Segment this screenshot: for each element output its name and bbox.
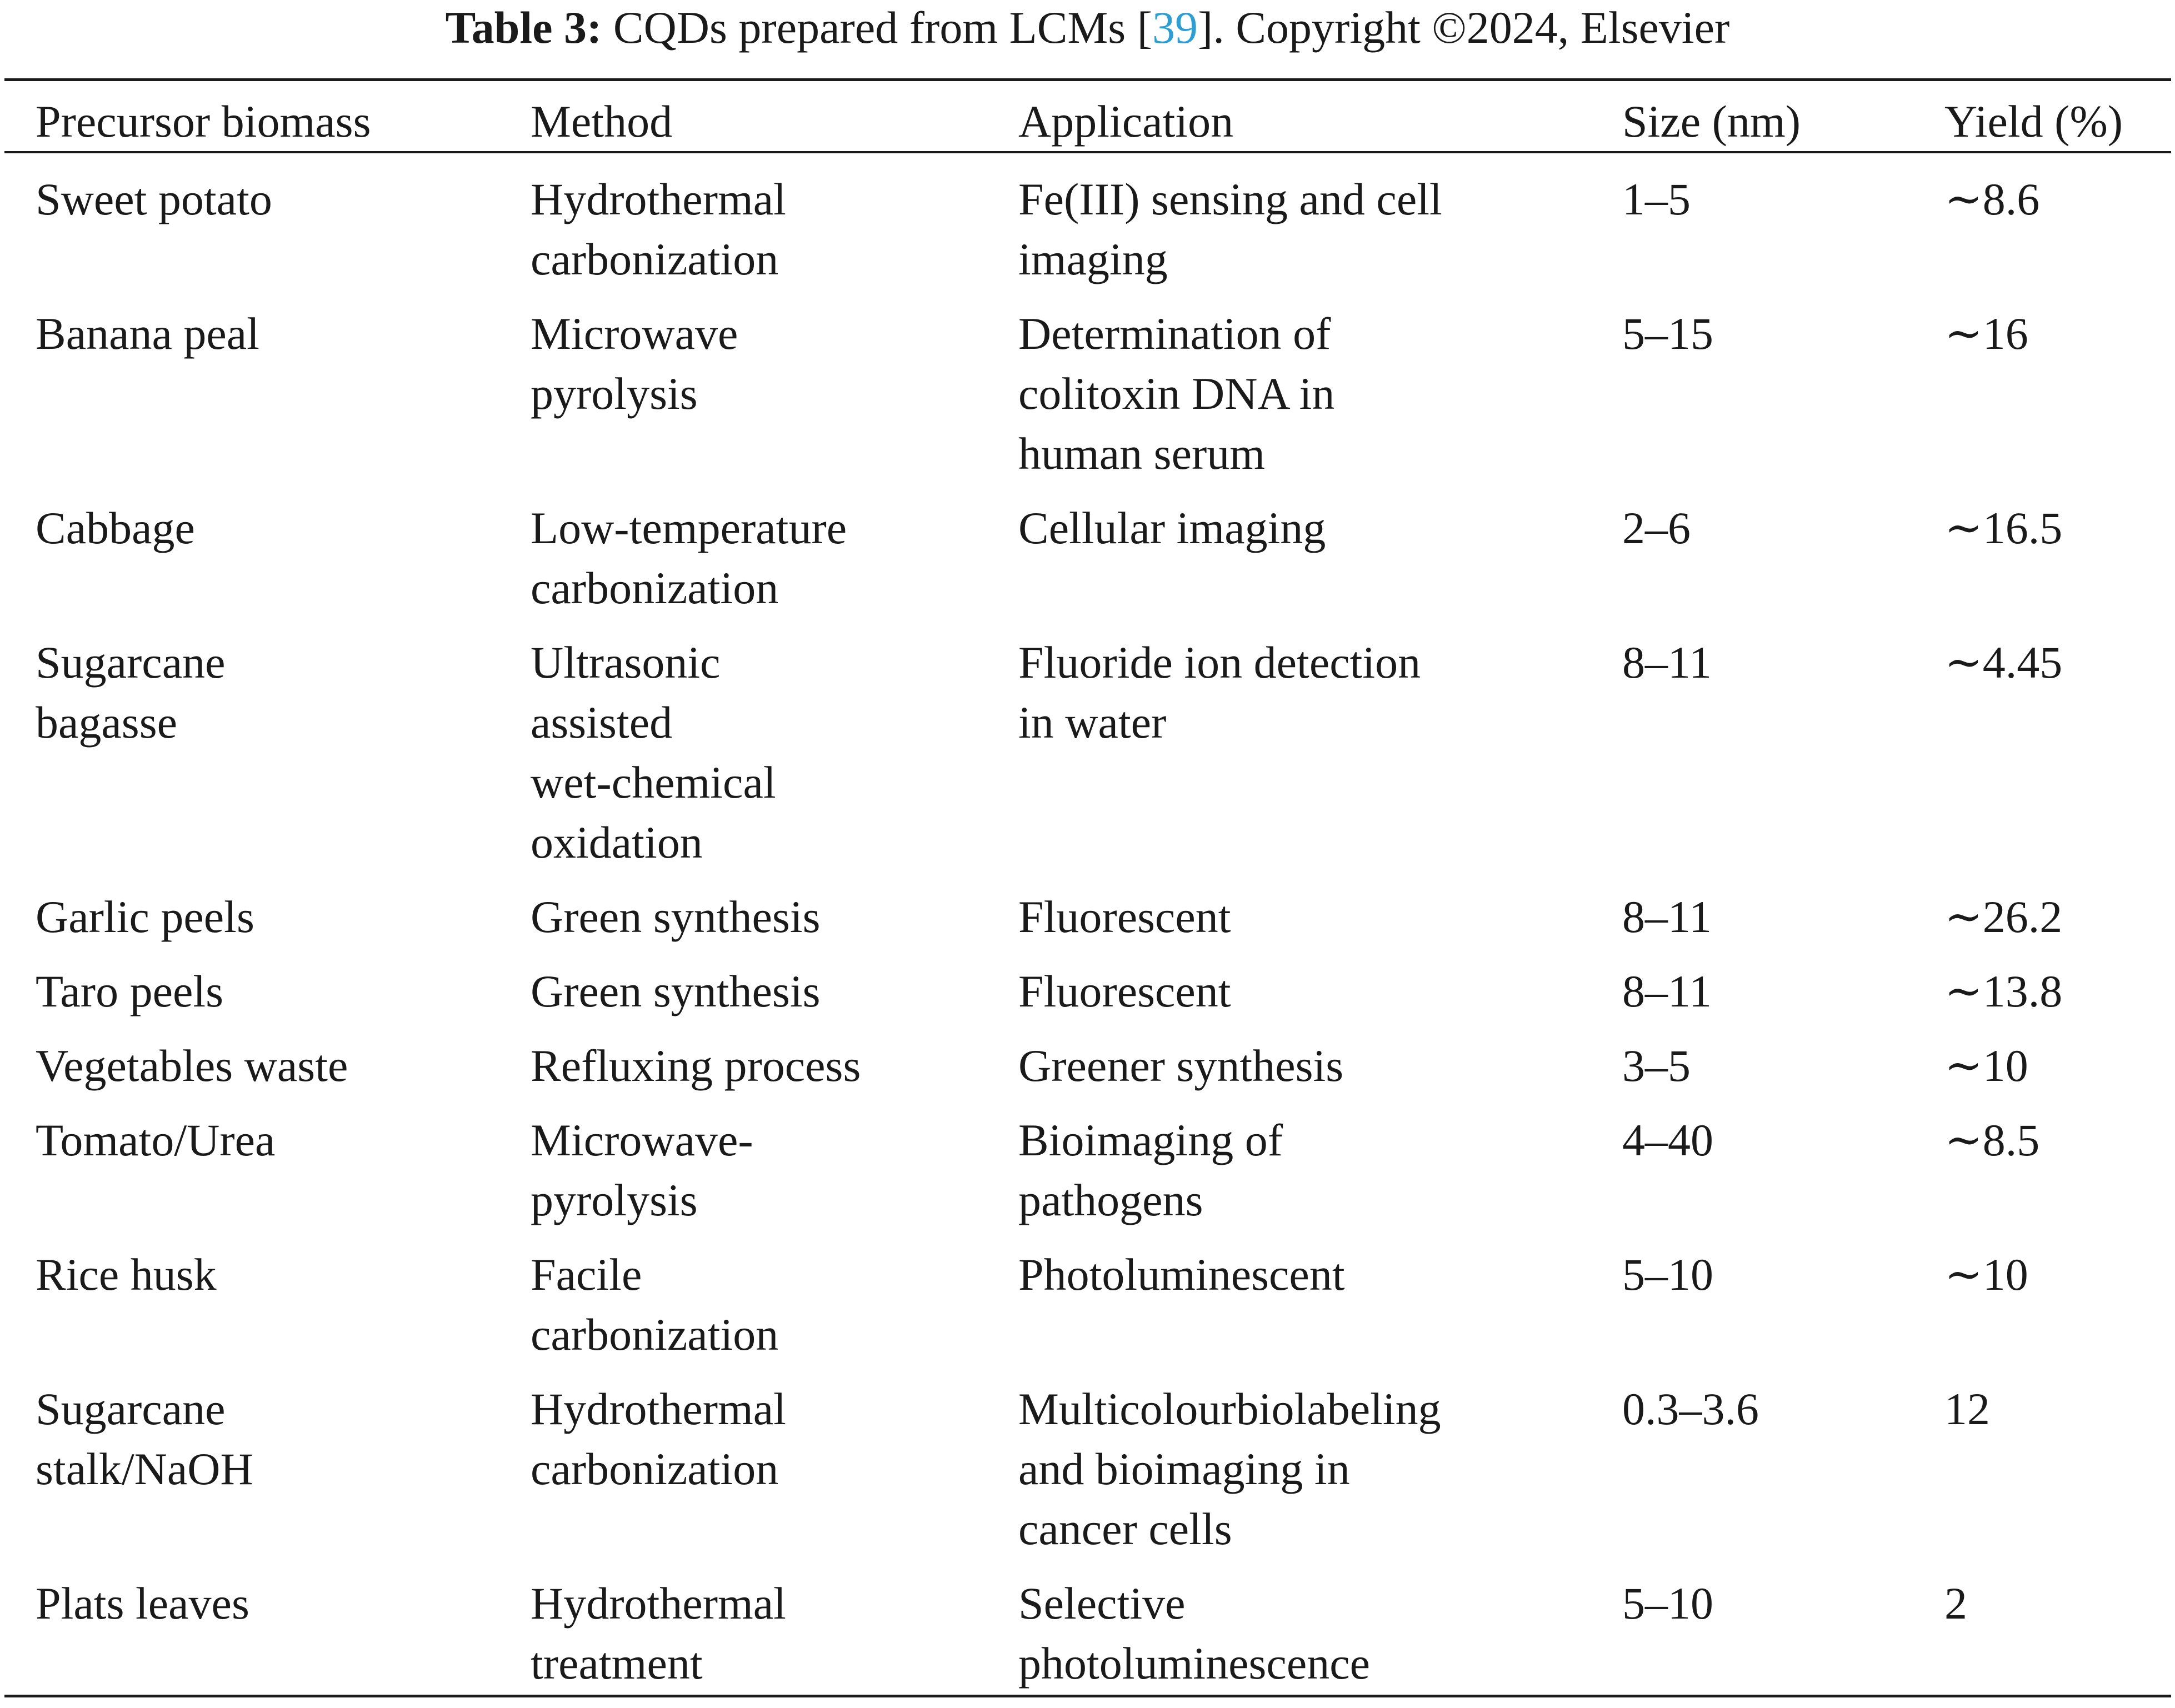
cell-line: Low-temperature: [531, 503, 847, 553]
table-header: [0, 92, 2175, 152]
cell-line: Fluorescent: [1018, 891, 1231, 942]
cell-yield: [1944, 304, 2175, 498]
cell-application: [1018, 169, 1622, 304]
header-precursor-biomass: Precursor biomass: [36, 96, 371, 147]
cell-yield: [1944, 961, 2175, 1036]
cell-line: carbonization: [531, 1444, 779, 1494]
table-row: [0, 887, 2175, 961]
cell-method: [531, 1110, 1018, 1245]
cell-line: 8–11: [1622, 966, 1712, 1016]
cell-line: Fe(III) sensing and cell: [1018, 174, 1442, 224]
cell-precursor-biomass: [0, 887, 531, 961]
cell-line: Sugarcane: [36, 637, 226, 688]
cell-application: [1018, 887, 1622, 961]
cell-line: Hydrothermal: [531, 1384, 786, 1434]
cell-line: 12: [1944, 1384, 1990, 1434]
cell-line: Determination of: [1018, 308, 1331, 359]
table-row: [0, 1574, 2175, 1708]
cell-application: [1018, 304, 1622, 498]
cell-line: ∼10: [1944, 1249, 2028, 1300]
cell-line: Hydrothermal: [531, 174, 786, 224]
cell-line: Vegetables waste: [36, 1040, 348, 1091]
cell-application: [1018, 961, 1622, 1036]
cell-line: 4–40: [1622, 1115, 1713, 1165]
cell-line: 1–5: [1622, 174, 1691, 224]
cell-line: Microwave: [531, 308, 738, 359]
header-application: Application: [1018, 96, 1234, 147]
cell-size: [1622, 887, 1944, 961]
cell-line: ∼10: [1944, 1040, 2028, 1091]
cell-precursor-biomass: [0, 1574, 531, 1708]
cell-line: pyrolysis: [531, 1175, 698, 1225]
cell-yield: [1944, 169, 2175, 304]
cell-size: [1622, 1379, 1944, 1574]
cell-method: [531, 633, 1018, 887]
cell-size: [1622, 304, 1944, 498]
cell-line: oxidation: [531, 817, 703, 868]
cell-line: Banana peal: [36, 308, 259, 359]
header-row: [0, 92, 2175, 152]
cell-application: [1018, 1110, 1622, 1245]
cell-application: [1018, 633, 1622, 887]
cell-line: Plats leaves: [36, 1578, 249, 1629]
cell-line: ∼8.6: [1944, 174, 2040, 224]
table-body: [0, 169, 2175, 1708]
header-rule: [4, 151, 2171, 153]
cell-precursor-biomass: [0, 1036, 531, 1110]
cell-line: Fluoride ion detection: [1018, 637, 1421, 688]
cell-line: human serum: [1018, 428, 1266, 479]
cell-line: 8–11: [1622, 637, 1712, 688]
cell-line: stalk/NaOH: [36, 1444, 253, 1494]
table-row: [0, 1110, 2175, 1245]
table-row: [0, 633, 2175, 887]
cell-line: Tomato/Urea: [36, 1115, 276, 1165]
cell-method: [531, 1245, 1018, 1379]
cell-line: 8–11: [1622, 891, 1712, 942]
cell-yield: [1944, 1110, 2175, 1245]
cell-yield: [1944, 1245, 2175, 1379]
cell-line: 5–15: [1622, 308, 1713, 359]
table-row: [0, 961, 2175, 1036]
cell-line: Cellular imaging: [1018, 503, 1326, 553]
cell-line: Photoluminescent: [1018, 1249, 1345, 1300]
cell-method: [531, 498, 1018, 633]
cell-yield: [1944, 1574, 2175, 1708]
caption-copyright: ]. Copyright ©2024, Elsevier: [1198, 2, 1730, 53]
cell-line: ∼13.8: [1944, 966, 2063, 1016]
cell-line: 0.3–3.6: [1622, 1384, 1759, 1434]
cell-precursor-biomass: [0, 169, 531, 304]
caption-label: Table 3:: [445, 2, 602, 53]
cell-yield: [1944, 1036, 2175, 1110]
cell-line: Rice husk: [36, 1249, 217, 1300]
cell-application: [1018, 1574, 1622, 1708]
cell-method: [531, 887, 1018, 961]
table-caption: [0, 0, 2175, 56]
caption-reference-link[interactable]: 39: [1152, 2, 1198, 53]
cell-line: 2: [1944, 1578, 1967, 1629]
cell-line: 2–6: [1622, 503, 1691, 553]
cell-size: [1622, 169, 1944, 304]
cell-method: [531, 1574, 1018, 1708]
cell-line: Cabbage: [36, 503, 195, 553]
cell-line: ∼26.2: [1944, 891, 2063, 942]
cell-line: bagasse: [36, 697, 178, 748]
cell-line: carbonization: [531, 1309, 779, 1360]
cell-line: ∼16: [1944, 308, 2028, 359]
top-rule: [4, 78, 2171, 81]
cell-method: [531, 961, 1018, 1036]
table-row: [0, 1245, 2175, 1379]
header-size: Size (nm): [1622, 96, 1801, 147]
cell-line: Hydrothermal: [531, 1578, 786, 1629]
header-yield: Yield (%): [1944, 96, 2123, 147]
cell-line: and bioimaging in: [1018, 1444, 1350, 1494]
cell-method: [531, 304, 1018, 498]
cell-line: Greener synthesis: [1018, 1040, 1344, 1091]
cell-line: cancer cells: [1018, 1504, 1232, 1554]
cell-precursor-biomass: [0, 1110, 531, 1245]
cell-size: [1622, 1245, 1944, 1379]
cell-precursor-biomass: [0, 961, 531, 1036]
cell-line: ∼4.45: [1944, 637, 2063, 688]
cell-method: [531, 169, 1018, 304]
cell-line: Microwave-: [531, 1115, 753, 1165]
cell-line: Ultrasonic: [531, 637, 721, 688]
cell-line: ∼16.5: [1944, 503, 2063, 553]
cell-method: [531, 1036, 1018, 1110]
cell-line: Selective: [1018, 1578, 1186, 1629]
cell-line: 5–10: [1622, 1578, 1713, 1629]
cell-line: Green synthesis: [531, 891, 821, 942]
cell-precursor-biomass: [0, 1379, 531, 1574]
caption-text: CQDs prepared from LCMs [: [602, 2, 1153, 53]
cell-line: Taro peels: [36, 966, 224, 1016]
bottom-rule: [4, 1695, 2171, 1697]
cell-line: Green synthesis: [531, 966, 821, 1016]
cell-line: colitoxin DNA in: [1018, 368, 1335, 419]
cell-size: [1622, 961, 1944, 1036]
cell-line: carbonization: [531, 234, 779, 284]
cell-line: Facile: [531, 1249, 642, 1300]
cell-line: 3–5: [1622, 1040, 1691, 1091]
cell-line: imaging: [1018, 234, 1168, 284]
cell-line: treatment: [531, 1638, 703, 1689]
cell-precursor-biomass: [0, 633, 531, 887]
cell-precursor-biomass: [0, 1245, 531, 1379]
table-row: [0, 498, 2175, 633]
cell-line: 5–10: [1622, 1249, 1713, 1300]
cell-line: Fluorescent: [1018, 966, 1231, 1016]
cell-line: Refluxing process: [531, 1040, 861, 1091]
table-row: [0, 169, 2175, 304]
cell-precursor-biomass: [0, 304, 531, 498]
cell-yield: [1944, 887, 2175, 961]
cell-line: in water: [1018, 697, 1167, 748]
cell-line: carbonization: [531, 563, 779, 613]
cell-application: [1018, 498, 1622, 633]
cell-line: Bioimaging of: [1018, 1115, 1283, 1165]
cell-line: Garlic peels: [36, 891, 254, 942]
header-method: Method: [531, 96, 673, 147]
cell-line: Sweet potato: [36, 174, 272, 224]
cell-method: [531, 1379, 1018, 1574]
cell-line: pathogens: [1018, 1175, 1203, 1225]
cell-line: assisted: [531, 697, 673, 748]
cell-line: ∼8.5: [1944, 1115, 2040, 1165]
cell-yield: [1944, 498, 2175, 633]
cell-application: [1018, 1245, 1622, 1379]
cell-size: [1622, 498, 1944, 633]
cell-size: [1622, 1574, 1944, 1708]
table-row: [0, 304, 2175, 498]
table-row: [0, 1379, 2175, 1574]
cell-size: [1622, 1036, 1944, 1110]
cell-line: Multicolourbiolabeling: [1018, 1384, 1441, 1434]
cell-line: pyrolysis: [531, 368, 698, 419]
cell-line: photoluminescence: [1018, 1638, 1371, 1689]
cell-line: wet-chemical: [531, 757, 776, 808]
cell-yield: [1944, 1379, 2175, 1574]
cell-application: [1018, 1379, 1622, 1574]
cell-size: [1622, 1110, 1944, 1245]
cell-application: [1018, 1036, 1622, 1110]
cell-precursor-biomass: [0, 498, 531, 633]
cell-yield: [1944, 633, 2175, 887]
cell-line: Sugarcane: [36, 1384, 226, 1434]
cell-size: [1622, 633, 1944, 887]
table-row: [0, 1036, 2175, 1110]
